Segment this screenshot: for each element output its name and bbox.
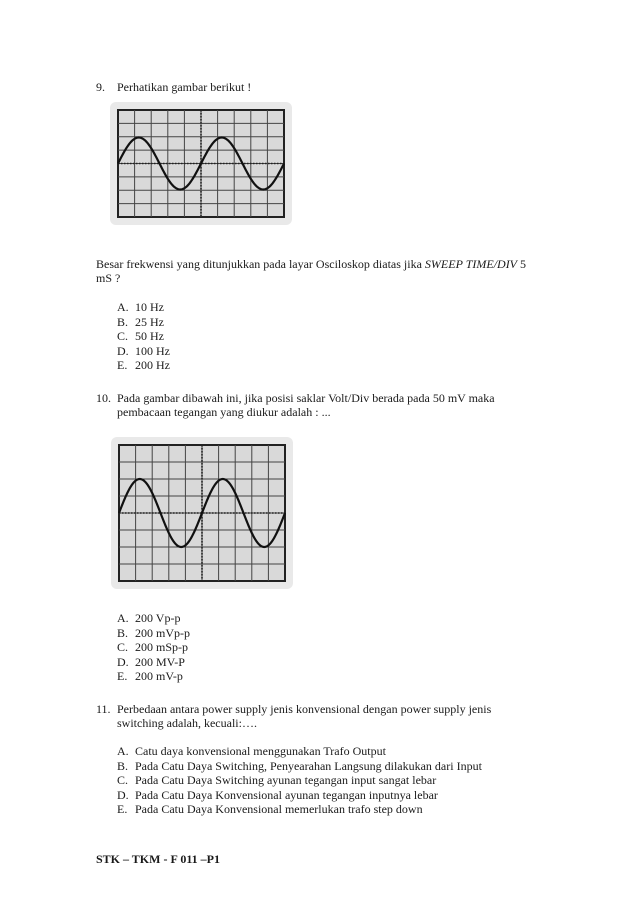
q9-option-a[interactable] <box>117 300 170 315</box>
question-10-number: 10. <box>96 391 111 405</box>
oscilloscope-figure-2 <box>111 437 293 589</box>
q11-option-d[interactable] <box>117 788 482 803</box>
option-text: 50 Hz <box>135 329 164 344</box>
question-11-number: 11. <box>96 702 111 716</box>
footer-document-code: STK – TKM - F 011 –P1 <box>96 852 221 866</box>
option-text: 200 Vp-p <box>135 611 181 625</box>
option-text: 200 mSp-p <box>135 640 189 655</box>
option-letter: A. <box>117 300 129 314</box>
question-9-number: 9. <box>96 80 105 94</box>
option-letter: A. <box>117 611 129 625</box>
option-letter: E. <box>117 669 128 684</box>
question-9-options <box>117 300 170 373</box>
q9-option-c[interactable] <box>117 329 170 344</box>
option-text: 25 Hz <box>135 314 164 329</box>
option-letter: C. <box>117 329 129 344</box>
option-letter: A. <box>117 744 129 758</box>
q9-option-b[interactable] <box>117 315 170 330</box>
q10-option-e[interactable] <box>117 669 190 684</box>
question-9-prompt: Perhatikan gambar berikut ! <box>117 80 252 94</box>
option-letter: D. <box>117 787 129 802</box>
option-letter: E. <box>117 358 128 373</box>
option-text: 200 mVp-p <box>135 625 190 640</box>
oscilloscope-screen-1 <box>110 102 292 225</box>
option-text: 200 MV-P <box>135 654 185 669</box>
option-letter: E. <box>117 802 128 817</box>
q11-option-b[interactable] <box>117 759 482 774</box>
q11-option-a[interactable] <box>117 744 482 759</box>
option-letter: B. <box>117 625 129 640</box>
option-text: Pada Catu Daya Switching ayunan tegangan input sangat lebar <box>135 773 437 788</box>
q10-option-c[interactable] <box>117 640 190 655</box>
option-letter: C. <box>117 640 129 655</box>
sweep-time-div-term: SWEEP TIME/DIV <box>424 257 518 271</box>
oscilloscope-figure-1 <box>110 102 292 225</box>
option-text: 200 mV-p <box>135 669 183 684</box>
option-text: Pada Catu Daya Konvensional memerlukan trafo step down <box>135 802 423 817</box>
option-text: Pada Catu Daya Konvensional ayunan tegangan inputnya lebar <box>135 787 438 802</box>
q9-option-d[interactable] <box>117 344 170 359</box>
option-letter: C. <box>117 773 129 788</box>
option-letter: D. <box>117 343 129 358</box>
question-10-text-line2: pembacaan tegangan yang diukur adalah : ... <box>117 405 331 419</box>
option-text: Pada Catu Daya Switching, Penyearahan Langsung dilakukan dari Input <box>135 758 482 773</box>
question-11-text-line2: switching adalah, kecuali:…. <box>117 716 257 730</box>
question-10-text-line1: Pada gambar dibawah ini, jika posisi saklar Volt/Div berada pada 50 mV maka <box>117 391 495 405</box>
q10-option-b[interactable] <box>117 626 190 641</box>
question-11-options <box>117 744 482 817</box>
question-9-text-line1: Besar frekwensi yang ditunjukkan pada layar Osciloskop diatas jika SWEEP TIME/DIV 5 <box>96 257 527 271</box>
q10-option-a[interactable] <box>117 611 190 626</box>
question-9-text-line2: mS ? <box>96 271 121 285</box>
option-text: 100 Hz <box>135 343 170 358</box>
option-text: Catu daya konvensional menggunakan Trafo Output <box>135 744 386 758</box>
option-text: 200 Hz <box>135 358 170 373</box>
oscilloscope-screen-2 <box>111 437 293 589</box>
q10-option-d[interactable] <box>117 655 190 670</box>
option-text: 10 Hz <box>135 300 164 314</box>
q11-option-c[interactable] <box>117 773 482 788</box>
q11-option-e[interactable] <box>117 802 482 817</box>
option-letter: D. <box>117 654 129 669</box>
q9-option-e[interactable] <box>117 358 170 373</box>
question-10-options <box>117 611 190 684</box>
question-11-text-line1: Perbedaan antara power supply jenis konvensional dengan power supply jenis <box>117 702 492 716</box>
option-letter: B. <box>117 314 129 329</box>
option-letter: B. <box>117 758 129 773</box>
